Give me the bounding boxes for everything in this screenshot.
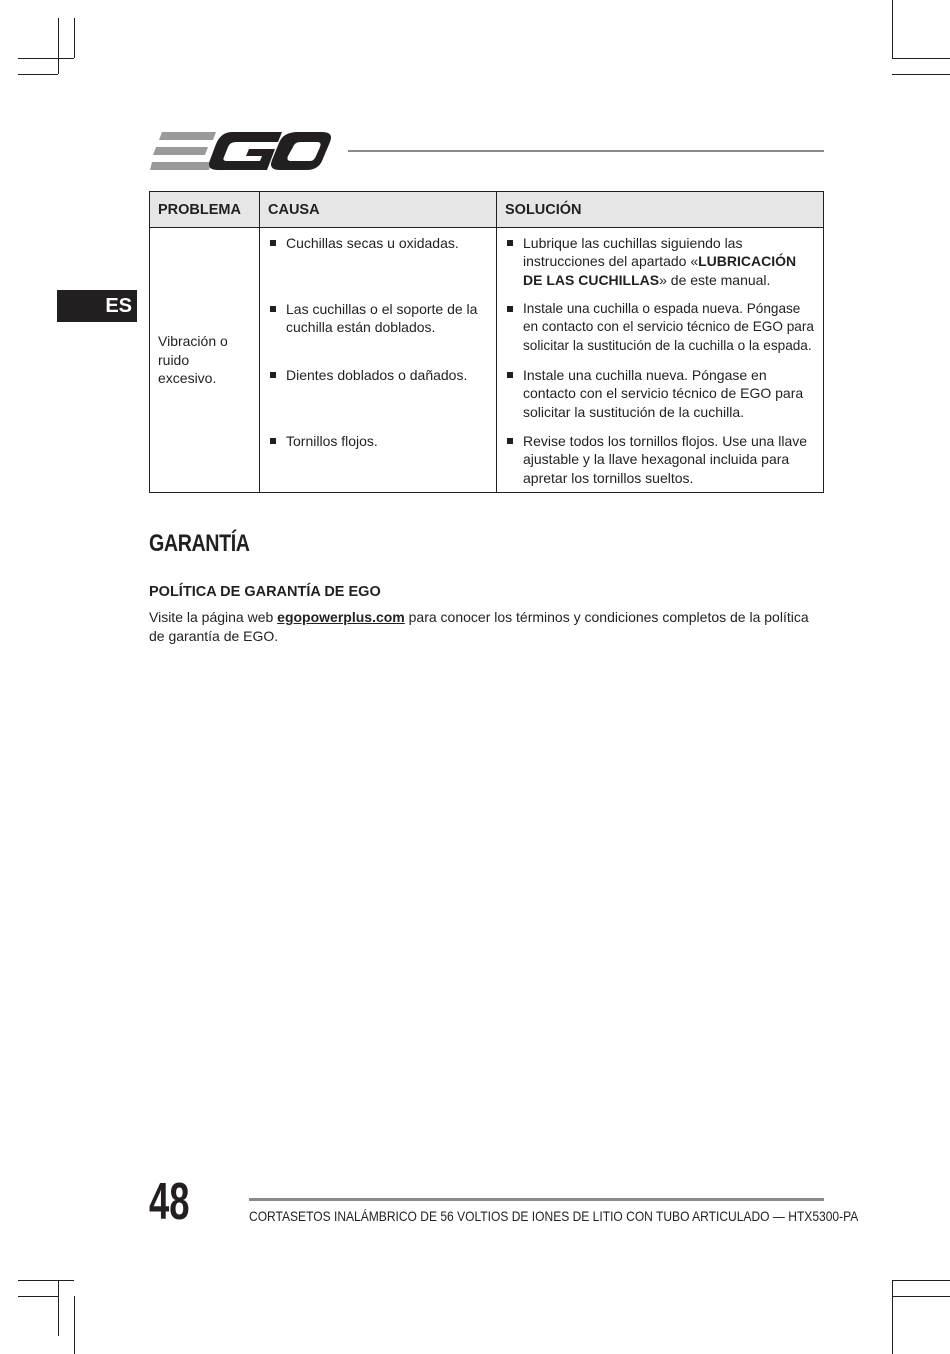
table-row	[150, 228, 824, 493]
warranty-link[interactable]: egopowerplus.com	[277, 609, 405, 625]
crop-mark	[892, 1280, 893, 1354]
ego-logo	[150, 130, 332, 172]
crop-mark	[58, 1280, 59, 1336]
section-subtitle: POLÍTICA DE GARANTÍA DE EGO	[149, 584, 381, 600]
bullet-icon	[270, 240, 276, 246]
crop-mark	[892, 1280, 950, 1281]
cause-item: Cuchillas secas u oxidadas.	[260, 234, 496, 300]
solution-item: Lubrique las cuchillas siguiendo las instrucciones del apartado «LUBRICACIÓN DE LAS CUCHILLAS» de este manual.	[497, 234, 823, 300]
footer-title: CORTASETOS INALÁMBRICO DE 56 VOLTIOS DE IONES DE LITIO CON TUBO ARTICULADO — HTX5300-PA	[249, 1208, 859, 1224]
crop-mark	[18, 74, 58, 75]
bullet-icon	[507, 306, 513, 312]
crop-mark	[892, 0, 893, 58]
header-cause: CAUSA	[260, 192, 497, 228]
solution-item: Revise todos los tornillos flojos. Use una llave ajustable y la llave hexagonal incluida para apretar los tornillos sueltos.	[497, 432, 823, 488]
cause-item: Las cuchillas o el soporte de la cuchilla están doblados.	[260, 300, 496, 366]
crop-mark	[18, 1280, 74, 1281]
crop-mark	[892, 58, 950, 59]
table-header-row	[150, 192, 824, 228]
crop-mark	[892, 1296, 950, 1297]
cause-cell	[260, 228, 497, 493]
problem-cell: Vibración o ruido excesivo.	[150, 228, 260, 493]
bullet-icon	[507, 372, 513, 378]
bullet-icon	[270, 372, 276, 378]
header-solution: SOLUCIÓN	[497, 192, 824, 228]
bullet-icon	[507, 438, 513, 444]
solution-item: Instale una cuchilla o espada nueva. Póngase en contacto con el servicio técnico de EGO para solicitar la sustitución de la cuchilla o la espada.	[497, 300, 823, 366]
crop-mark	[18, 58, 74, 59]
troubleshooting-table	[149, 191, 824, 493]
solution-item: Instale una cuchilla nueva. Póngase en contacto con el servicio técnico de EGO para solicitar la sustitución de la cuchilla.	[497, 366, 823, 432]
cause-item: Dientes doblados o dañados.	[260, 366, 496, 432]
page-number: 48	[149, 1173, 190, 1231]
warranty-paragraph: Visite la página web egopowerplus.com para conocer los términos y condiciones completos de la política de garantía de EGO.	[149, 609, 809, 644]
solution-cell	[497, 228, 824, 493]
crop-mark	[18, 1296, 58, 1297]
bullet-icon	[270, 306, 276, 312]
crop-mark	[74, 1296, 75, 1354]
crop-mark	[892, 74, 950, 75]
footer-rule	[249, 1198, 824, 1201]
section-title: GARANTÍA	[149, 530, 250, 557]
header-problem: PROBLEMA	[150, 192, 260, 228]
bullet-icon	[507, 240, 513, 246]
cause-item: Tornillos flojos.	[260, 432, 496, 488]
header-rule	[348, 150, 824, 152]
crop-mark	[74, 18, 75, 58]
bullet-icon	[270, 438, 276, 444]
language-tab: ES	[57, 290, 137, 322]
crop-mark	[58, 18, 59, 74]
